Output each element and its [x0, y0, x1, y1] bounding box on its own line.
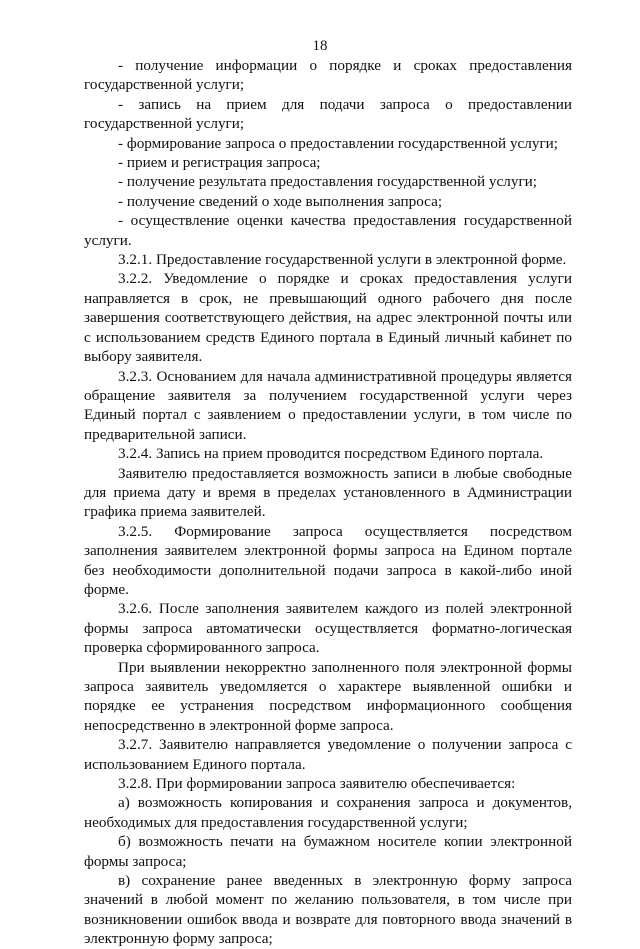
paragraph: При выявлении некорректно заполненного поля электронной формы запроса заявитель уведомляется о характере выявленной ошибки и порядке ее устранения посредством информационного сообщения непосредственно в электронной форме запроса. — [84, 658, 572, 734]
paragraph: 3.2.4. Запись на прием проводится посредством Единого портала. — [118, 445, 544, 463]
paragraph: в) сохранение ранее введенных в электронную форму запроса значений в любой момент по желанию пользователя, в том числе при возникновении ошибок ввода и возврате для повторного ввода значений в электронную форму запроса; — [84, 872, 572, 948]
paragraph: - получение информации о порядке и сроках предоставления государственной услуги; — [84, 57, 572, 94]
paragraph: - прием и регистрация запроса; — [118, 154, 321, 172]
paragraph: б) возможность печати на бумажном носителе копии электронной формы запроса; — [84, 833, 572, 870]
paragraph: 3.2.8. При формировании запроса заявителю обеспечивается: — [118, 775, 516, 793]
paragraph: - формирование запроса о предоставлении государственной услуги; — [118, 134, 559, 152]
paragraph: - запись на прием для подачи запроса о предоставлении государственной услуги; — [84, 95, 572, 133]
paragraph: 3.2.6. После заполнения заявителем каждого из полей электронной формы запроса автоматически осуществляется форматно-логическая проверка сформированного запроса. — [84, 600, 572, 657]
paragraph: 3.2.7. Заявителю направляется уведомление о получении запроса с использованием Единого портала. — [84, 736, 572, 773]
paragraph: 3.2.5. Формирование запроса осуществляется посредством заполнения заявителем электронной формы запроса на Едином портале без необходимости дополнительной подачи запроса в какой-либо иной форме. — [84, 522, 572, 598]
paragraph: - осуществление оценки качества предоставления государственной услуги. — [84, 212, 572, 249]
paragraph: Заявителю предоставляется возможность записи в любые свободные для приема дату и время в пределах установленного в Администрации графика приема заявителей. — [84, 464, 572, 521]
paragraph: а) возможность копирования и сохранения запроса и документов, необходимых для предоставления государственной услуги; — [84, 794, 572, 831]
document-body — [84, 56, 572, 949]
paragraph: - получение результата предоставления государственной услуги; — [118, 173, 538, 191]
page-number: 18 — [312, 38, 328, 54]
paragraph: 3.2.1. Предоставление государственной услуги в электронной форме. — [118, 251, 567, 269]
paragraph: - получение сведений о ходе выполнения запроса; — [118, 192, 443, 210]
paragraph: 3.2.3. Основанием для начала административной процедуры является обращение заявителя за получением государственной услуги через Единый портал с заявлением о предоставлении услуги, в том числе по предварительной записи. — [84, 367, 572, 443]
paragraph: 3.2.2. Уведомление о порядке и сроках предоставления услуги направляется в срок, не превышающий одного рабочего дня после завершения соответствующего действия, на адрес электронной почты или с использованием средств Единого портала в Единый личный кабинет по выбору заявителя. — [84, 270, 572, 366]
